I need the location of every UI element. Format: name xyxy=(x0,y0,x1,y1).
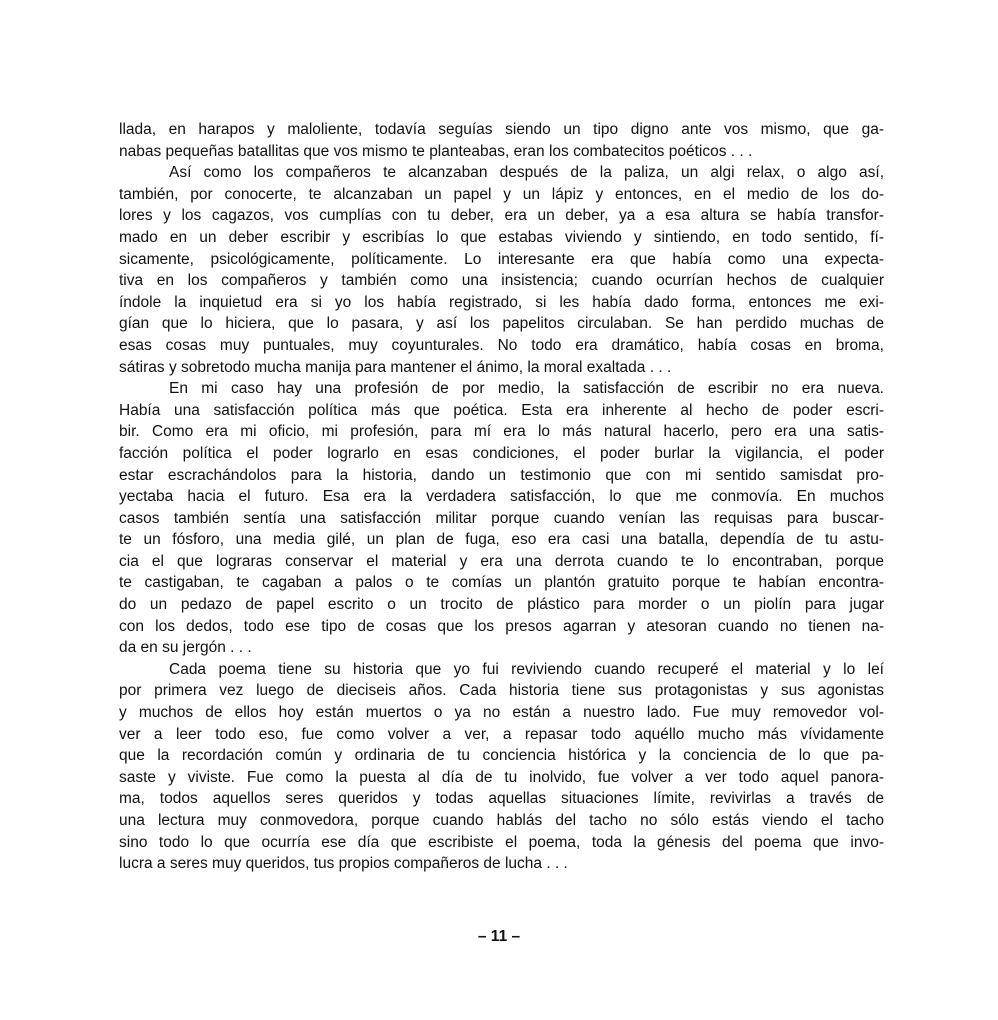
body-text xyxy=(119,119,884,875)
text-line: por primera vez luego de dieciseis años. Cada historia tiene sus protagonistas y sus agonistas xyxy=(119,682,884,700)
text-line: lucra a seres muy queridos, tus propios compañeros de lucha . . . xyxy=(119,855,568,873)
text-line: facción política el poder lograrlo en esas condiciones, el poder burlar la vigilancia, el poder xyxy=(119,444,884,462)
text-line: esas cosas muy puntuales, muy coyunturales. No todo era dramático, había cosas en broma, xyxy=(119,336,884,354)
paragraph xyxy=(119,378,884,659)
text-line: sicamente, psicológicamente, políticamente. Lo interesante era que había como una expecta- xyxy=(119,250,884,268)
text-line: sino todo lo que ocurría ese día que escribiste el poema, toda la génesis del poema que invo- xyxy=(119,833,884,851)
text-line: saste y viviste. Fue como la puesta al día de tu inolvido, fue volver a ver todo aquel panora- xyxy=(119,768,884,786)
text-line: llada, en harapos y maloliente, todavía seguías siendo un tipo digno ante vos mismo, que ga- xyxy=(119,121,884,138)
text-line: ma, todos aquellos seres queridos y todas aquellas situaciones límite, revivirlas a través de xyxy=(119,790,884,808)
text-line: te castigaban, te cagaban a palos o te comías un plantón gratuito porque te habían encontra- xyxy=(119,574,884,592)
text-line: yectaba hacia el futuro. Esa era la verdadera satisfacción, lo que me conmovía. En muchos xyxy=(119,488,884,506)
text-line: do un pedazo de papel escrito o un trocito de plástico para morder o un piolín para jugar xyxy=(119,596,884,614)
text-line: que la recordación común y ordinaria de tu conciencia histórica y la conciencia de lo que pa- xyxy=(119,747,884,765)
text-line: bir. Como era mi oficio, mi profesión, para mí era lo más natural hacerlo, pero era una satis- xyxy=(119,423,884,441)
text-line: da en su jergón . . . xyxy=(119,639,252,657)
page-number: – 11 – xyxy=(477,928,521,945)
text-line: índole la inquietud era si yo los había registrado, si les había dado forma, entonces me exi- xyxy=(119,293,884,311)
text-line: una lectura muy conmovedora, porque cuando hablás del tacho no sólo estás viendo el tacho xyxy=(119,812,884,829)
text-line: mado en un deber escribir y escribías lo que estabas viviendo y sintiendo, en todo sentido, fí- xyxy=(119,228,884,246)
text-line: también, por conocerte, te alcanzaban un papel y un lápiz y entonces, en el medio de los do- xyxy=(119,185,884,203)
text-line: con los dedos, todo ese tipo de cosas que los presos agarran y atesoran cuando no tienen na- xyxy=(119,617,884,635)
text-line: estar escrachándolos para la historia, dando un testimonio que con mi sentido samisdat pro- xyxy=(119,466,884,484)
text-line: gían que lo hiciera, que lo pasara, y así los papelitos circulaban. Se han perdido muchas de xyxy=(119,315,884,333)
text-line: te un fósforo, una media gilé, un plan de fuga, eso era casi una batalla, dependía de tu astu- xyxy=(119,531,884,549)
text-line: cia el que lograras conservar el material y era una derrota cuando te lo encontraban, porque xyxy=(119,552,884,570)
text-line: Así como los compañeros te alcanzaban después de la paliza, un algi relax, o algo así, xyxy=(169,164,884,182)
text-line: lores y los cagazos, vos cumplías con tu deber, era un deber, ya a esa altura se había transfor- xyxy=(119,207,884,225)
text-line: sátiras y sobretodo mucha manija para mantener el ánimo, la moral exaltada . . . xyxy=(119,358,672,376)
text-line: ver a leer todo eso, fue como volver a ver, a repasar todo aquéllo mucho más vívidamente xyxy=(119,725,884,743)
text-line: casos también sentía una satisfacción militar porque cuando venían las requisas para buscar- xyxy=(119,509,884,527)
paragraph xyxy=(119,162,884,378)
text-line: y muchos de ellos hoy están muertos o ya no están a nuestro lado. Fue muy removedor vol- xyxy=(119,704,884,722)
text-line: tiva en los compañeros y también como una insistencia; cuando ocurrían hechos de cualquier xyxy=(119,272,884,290)
paragraph xyxy=(119,119,884,162)
paragraph xyxy=(119,659,884,875)
text-line: nabas pequeñas batallitas que vos mismo te planteabas, eran los combatecitos poéticos . . . xyxy=(119,142,753,160)
text-line: Había una satisfacción política más que poética. Esta era inherente al hecho de poder escri- xyxy=(119,401,884,419)
text-line: Cada poema tiene su historia que yo fui reviviendo cuando recuperé el material y lo leí xyxy=(169,660,884,678)
text-line: En mi caso hay una profesión de por medio, la satisfacción de escribir no era nueva. xyxy=(169,380,884,398)
